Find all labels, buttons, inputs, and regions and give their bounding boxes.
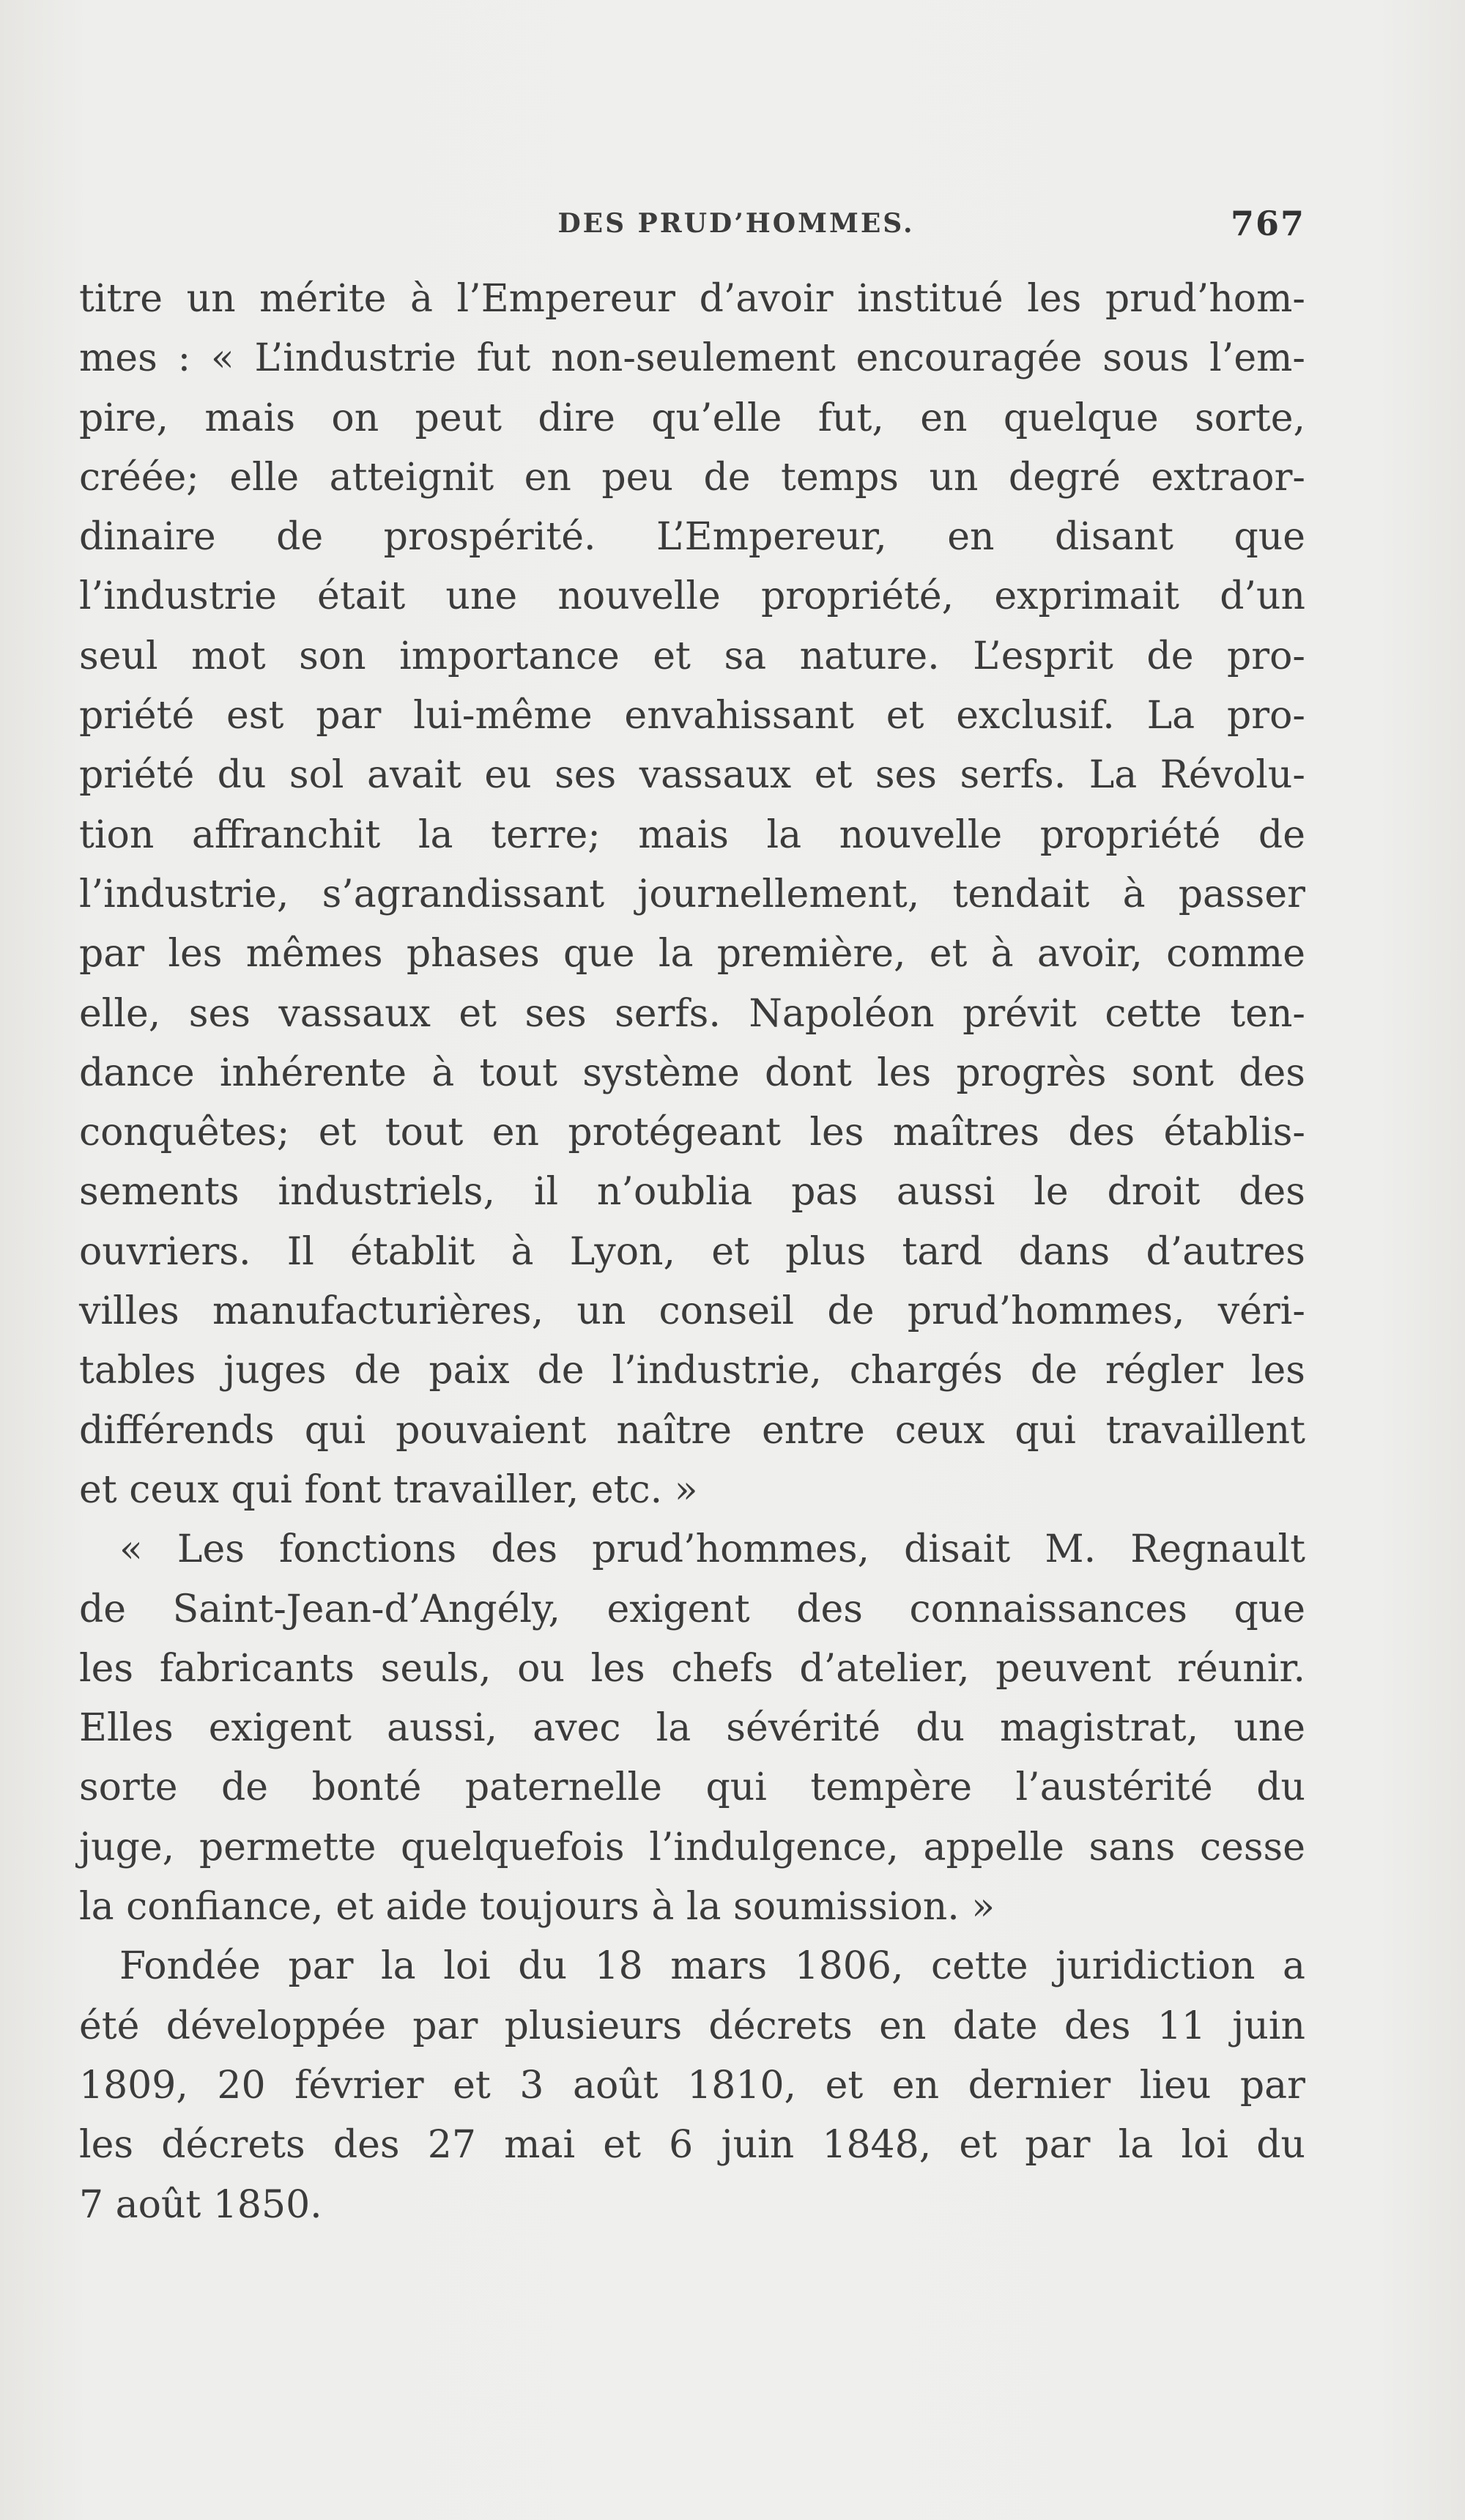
paragraph-start-line: Fondée par la loi du 18 mars 1806, cette juridiction a <box>119 1944 1305 1989</box>
text-line: par les mêmes phases que la première, et à avoir, comme <box>79 932 1305 976</box>
paragraph-end-line: 7 août 1850. <box>79 2182 322 2227</box>
text-line: de Saint-Jean-d’Angély, exigent des connaissances que <box>79 1587 1305 1631</box>
paragraph-start-line: « Les fonctions des prud’hommes, disait M. Regnault <box>119 1527 1305 1572</box>
text-line: dinaire de prospérité. L’Empereur, en disant que <box>79 515 1305 560</box>
paragraph-end-line: et ceux qui font travailler, etc. » <box>79 1467 698 1512</box>
paragraph-end-line: la confiance, et aide toujours à la soumission. » <box>79 1885 995 1930</box>
text-line: villes manufacturières, un conseil de prud’hommes, véri- <box>79 1289 1305 1334</box>
text-line: titre un mérite à l’Empereur d’avoir institué les prud’hom- <box>79 277 1305 321</box>
text-line: été développée par plusieurs décrets en date des 11 juin <box>79 2004 1305 2048</box>
text-line: mes : « L’industrie fut non-seulement encouragée sous l’em- <box>79 336 1305 381</box>
text-line: les fabricants seuls, ou les chefs d’atelier, peuvent réunir. <box>79 1646 1305 1691</box>
text-line: créée; elle atteignit en peu de temps un degré extraor- <box>79 455 1305 500</box>
body-text <box>79 270 1305 2235</box>
text-line: tion affranchit la terre; mais la nouvelle propriété de <box>79 812 1305 857</box>
text-line: 1809, 20 février et 3 août 1810, et en dernier lieu par <box>79 2063 1305 2108</box>
text-line: dance inhérente à tout système dont les progrès sont des <box>79 1050 1305 1095</box>
text-line: tables juges de paix de l’industrie, chargés de régler les <box>79 1349 1305 1393</box>
text-line: ouvriers. Il établit à Lyon, et plus tard dans d’autres <box>79 1229 1305 1274</box>
text-line: sements industriels, il n’oublia pas aussi le droit des <box>79 1170 1305 1215</box>
text-line: elle, ses vassaux et ses serfs. Napoléon prévit cette ten- <box>79 991 1305 1036</box>
text-line: seul mot son importance et sa nature. L’esprit de pro- <box>79 634 1305 678</box>
text-line: l’industrie, s’agrandissant journellement, tendait à passer <box>79 872 1305 916</box>
text-line: priété du sol avait eu ses vassaux et ses serfs. La Révolu- <box>79 753 1305 798</box>
text-line: sorte de bonté paternelle qui tempère l’austérité du <box>79 1765 1305 1810</box>
page-number: 767 <box>1230 204 1305 243</box>
text-line: Elles exigent aussi, avec la sévérité du magistrat, une <box>79 1706 1305 1751</box>
text-line: juge, permette quelquefois l’indulgence, appelle sans cesse <box>79 1825 1305 1869</box>
running-title: DES PRUD’HOMMES. <box>557 208 915 239</box>
text-line: pire, mais on peut dire qu’elle fut, en quelque sorte, <box>79 396 1305 440</box>
text-line: priété est par lui-même envahissant et exclusif. La pro- <box>79 694 1305 738</box>
text-line: l’industrie était une nouvelle propriété, exprimait d’un <box>79 574 1305 619</box>
text-line: conquêtes; et tout en protégeant les maîtres des établis- <box>79 1111 1305 1155</box>
text-line: différends qui pouvaient naître entre ceux qui travaillent <box>79 1408 1305 1453</box>
running-head <box>79 204 1305 252</box>
text-line: les décrets des 27 mai et 6 juin 1848, et par la loi du <box>79 2123 1305 2168</box>
